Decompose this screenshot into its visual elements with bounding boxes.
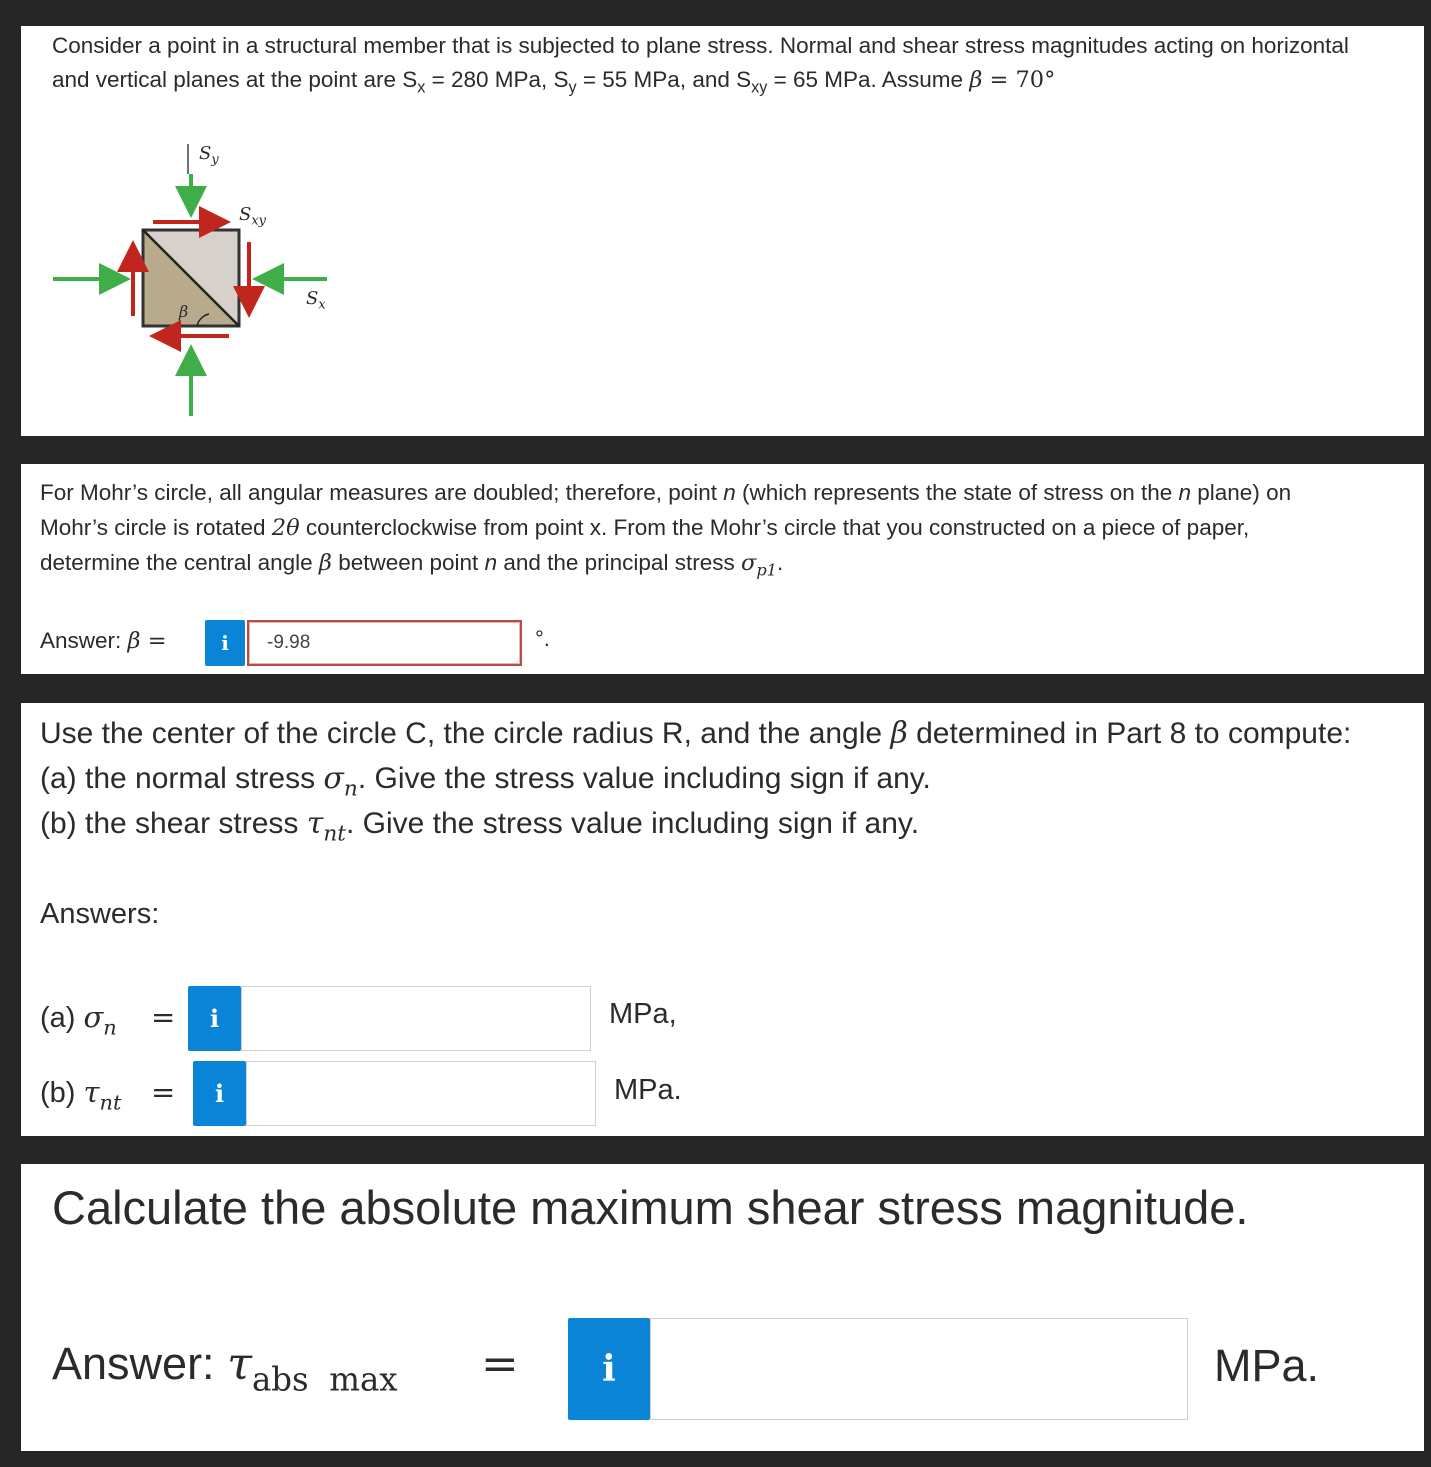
sigma-n-equals: = [151,1000,176,1034]
stress-element-figure [21,26,421,436]
tau-nt-unit: MPa. [614,1074,682,1106]
part9-line-3: (b) the shear stress $\tau_{nt}$. Give the stress value including sign if any. [40,806,920,847]
part8-unit: °. [535,626,550,651]
tau-nt-info-button[interactable]: i [193,1061,246,1126]
tau-abs-max-input[interactable] [650,1318,1188,1420]
problem-panel [21,26,1424,436]
sigma-n-info-button[interactable]: i [188,986,241,1051]
part8-beta-input[interactable]: -9.98 [247,620,522,666]
sxy-label: $S_{xy}$ [239,204,266,229]
tau-nt-input[interactable] [246,1061,596,1126]
tau-abs-max-label: Answer: $\tau_{abs max}$ [52,1337,398,1399]
part10-panel [21,1164,1424,1451]
problem-line-1: Consider a point in a structural member that is subjected to plane stress. Normal and shear stress magnitudes acting on horizontal [52,33,1349,58]
part9-panel [21,703,1424,1136]
sigma-n-unit: MPa, [609,998,677,1030]
part8-line-2: Mohr’s circle is rotated 2θ counterclockwise from point x. From the Mohr’s circle that you constructed on a piece of paper, [40,515,1250,541]
part8-line-1: For Mohr’s circle, all angular measures are doubled; therefore, point n (which represents the state of stress on the n plane) on [40,480,1292,505]
answers-label: Answers: [40,898,160,930]
part9-line-2: (a) the normal stress $\sigma_n$. Give the stress value including sign if any. [40,761,931,802]
tau-nt-equals: = [151,1075,176,1109]
tau-abs-max-unit: MPa. [1214,1340,1320,1391]
part8-answer-label: Answer: β = [40,628,167,654]
sigma-n-label: (a) $\sigma_n$ [40,1000,117,1040]
part8-info-button[interactable]: i [205,620,245,666]
stress-element [143,230,239,326]
part8-panel [21,464,1424,674]
part10-heading: Calculate the absolute maximum shear stress magnitude. [52,1181,1249,1234]
problem-line-2: and vertical planes at the point are $S_x = 280$ MPa, $S_y = 55$ MPa, and $S_{xy} = 65$ MPa. Assume β = 70° [52,67,1056,97]
part8-line-3: determine the central angle β between point n and the principal stress $\sigma_{p1}$. [40,550,784,580]
tau-nt-label: (b) $\tau_{nt}$ [40,1075,122,1115]
beta-label: β [179,302,189,321]
sy-label: $S_y$ [199,143,219,168]
tau-abs-max-info-button[interactable]: i [568,1318,650,1420]
part9-line-1: Use the center of the circle C, the circle radius R, and the angle β determined in Part 8 to compute: [40,716,1352,751]
sx-label: $S_x$ [306,288,326,313]
sigma-n-input[interactable] [241,986,591,1051]
tau-abs-max-equals: = [481,1337,519,1390]
